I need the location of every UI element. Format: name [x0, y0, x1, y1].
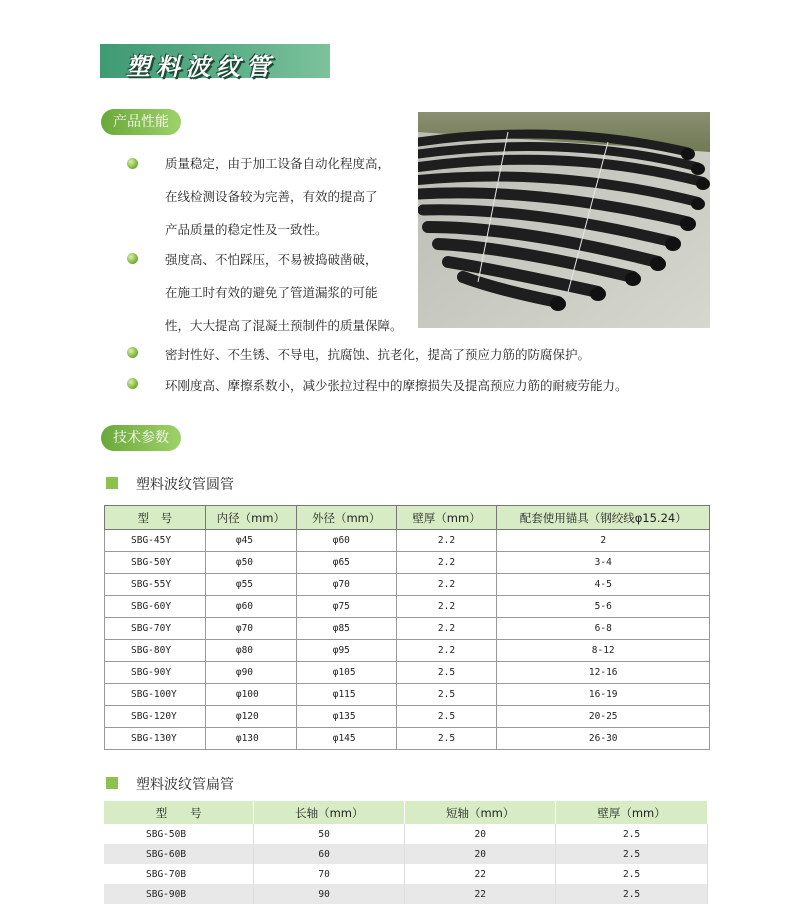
table-cell: φ105 [296, 662, 396, 684]
table-cell: φ145 [296, 728, 396, 750]
table-cell: φ50 [205, 552, 296, 574]
table-cell: φ70 [296, 574, 396, 596]
table-row [105, 706, 710, 728]
product-photo [418, 112, 710, 328]
col-header: 内径（mm） [205, 506, 296, 530]
table-row [104, 824, 708, 844]
table-cell: 6-8 [497, 618, 710, 640]
table-cell: 2.5 [556, 844, 708, 864]
table-header-row [105, 506, 710, 530]
table-header-row [104, 801, 708, 824]
table-cell: SBG-100Y [105, 684, 206, 706]
table-row [105, 662, 710, 684]
table-cell: φ60 [205, 596, 296, 618]
table-cell: φ55 [205, 574, 296, 596]
table-row [105, 596, 710, 618]
table-cell: 2.2 [396, 530, 497, 552]
table-cell: φ120 [205, 706, 296, 728]
table-cell: φ90 [205, 662, 296, 684]
table-cell: 22 [405, 864, 556, 884]
table-cell: φ135 [296, 706, 396, 728]
flat-table-heading: 塑料波纹管扁管 [136, 777, 234, 793]
table-cell: 3-4 [497, 552, 710, 574]
table-row [105, 574, 710, 596]
table-row [104, 884, 708, 904]
feature-line: 在施工时有效的避免了管道漏浆的可能 [165, 285, 378, 300]
table-cell: φ130 [205, 728, 296, 750]
table-cell: 90 [254, 884, 405, 904]
col-header: 型 号 [105, 506, 206, 530]
col-header: 壁厚（mm） [396, 506, 497, 530]
table-cell: 20 [405, 824, 556, 844]
table-row [105, 618, 710, 640]
table-cell: SBG-70B [104, 864, 254, 884]
bullet-icon [127, 347, 138, 358]
table-row [105, 640, 710, 662]
col-header: 型 号 [104, 801, 254, 824]
table-cell: 2.2 [396, 618, 497, 640]
table-cell: φ115 [296, 684, 396, 706]
table-cell: 60 [254, 844, 405, 864]
table-cell: 2.5 [396, 684, 497, 706]
table-cell: SBG-45Y [105, 530, 206, 552]
section-pill-performance [101, 109, 181, 135]
table-cell: 50 [254, 824, 405, 844]
col-header: 短轴（mm） [405, 801, 556, 824]
table-cell: φ65 [296, 552, 396, 574]
bullet-icon [127, 378, 138, 389]
feature-line: 环刚度高、摩擦系数小，减少张拉过程中的摩擦损失及提高预应力筋的耐疲劳能力。 [165, 378, 628, 393]
table-cell: SBG-70Y [105, 618, 206, 640]
section-label: 产品性能 [113, 114, 169, 130]
table-cell: 2.2 [396, 552, 497, 574]
feature-line: 强度高、不怕踩压，不易被捣破凿破， [165, 252, 378, 267]
feature-line: 产品质量的稳定性及一致性。 [165, 222, 328, 237]
bullet-icon [127, 253, 138, 264]
table-cell: 2.5 [556, 884, 708, 904]
table-cell: 2.2 [396, 596, 497, 618]
feature-line: 密封性好、不生锈、不导电，抗腐蚀、抗老化，提高了预应力筋的防腐保护。 [165, 347, 591, 362]
table-cell: 2.2 [396, 574, 497, 596]
table-cell: SBG-90Y [105, 662, 206, 684]
feature-line: 质量稳定，由于加工设备自动化程度高， [165, 156, 391, 171]
table-row [104, 864, 708, 884]
table-cell: 2.2 [396, 640, 497, 662]
bullet-icon [127, 158, 138, 169]
table-cell: φ60 [296, 530, 396, 552]
page-title: 塑料波纹管 [126, 53, 276, 81]
section-label: 技术参数 [113, 430, 169, 446]
col-header: 长轴（mm） [254, 801, 405, 824]
table-cell: SBG-120Y [105, 706, 206, 728]
table-cell: SBG-50Y [105, 552, 206, 574]
table-cell: 2.5 [556, 864, 708, 884]
feature-line: 性，大大提高了混凝土预制件的质量保障。 [165, 318, 403, 333]
table-cell: 26-30 [497, 728, 710, 750]
table-cell: SBG-90B [104, 884, 254, 904]
table-cell: 22 [405, 884, 556, 904]
table-cell: 2.5 [396, 706, 497, 728]
square-bullet-icon [106, 777, 118, 789]
table-cell: 2.5 [396, 662, 497, 684]
round-table-heading: 塑料波纹管圆管 [136, 477, 234, 493]
flat-pipe-table [104, 801, 708, 904]
col-header: 外径（mm） [296, 506, 396, 530]
feature-line: 在线检测设备较为完善，有效的提高了 [165, 189, 378, 204]
table-cell: φ100 [205, 684, 296, 706]
col-header: 壁厚（mm） [556, 801, 708, 824]
table-row [104, 844, 708, 864]
table-cell: 16-19 [497, 684, 710, 706]
table-cell: SBG-60B [104, 844, 254, 864]
table-row [105, 530, 710, 552]
table-cell: 2 [497, 530, 710, 552]
table-cell: 2.5 [556, 824, 708, 844]
table-cell: φ95 [296, 640, 396, 662]
table-cell: SBG-50B [104, 824, 254, 844]
table-cell: φ45 [205, 530, 296, 552]
table-row [105, 684, 710, 706]
table-cell: φ70 [205, 618, 296, 640]
table-cell: SBG-80Y [105, 640, 206, 662]
square-bullet-icon [106, 477, 118, 489]
table-cell: φ85 [296, 618, 396, 640]
table-cell: 4-5 [497, 574, 710, 596]
table-cell: 20-25 [497, 706, 710, 728]
table-row [105, 552, 710, 574]
table-cell: SBG-55Y [105, 574, 206, 596]
table-cell: 5-6 [497, 596, 710, 618]
table-cell: SBG-60Y [105, 596, 206, 618]
table-cell: φ75 [296, 596, 396, 618]
table-cell: φ80 [205, 640, 296, 662]
table-cell: SBG-130Y [105, 728, 206, 750]
round-pipe-table [104, 505, 710, 750]
table-cell: 20 [405, 844, 556, 864]
table-cell: 12-16 [497, 662, 710, 684]
col-header: 配套使用锚具（钢绞线φ15.24） [497, 506, 710, 530]
table-cell: 70 [254, 864, 405, 884]
table-cell: 2.5 [396, 728, 497, 750]
page-title-banner [100, 44, 330, 81]
table-cell: 8-12 [497, 640, 710, 662]
table-row [105, 728, 710, 750]
section-pill-tech [101, 425, 181, 451]
